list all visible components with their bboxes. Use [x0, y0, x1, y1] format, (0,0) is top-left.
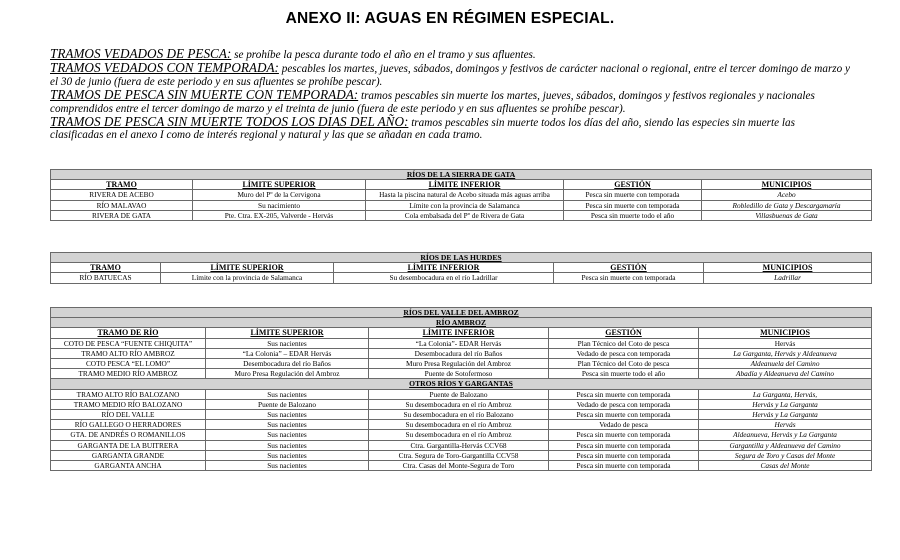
cell-limite-superior: Sus nacientes [206, 461, 369, 471]
table-row [51, 273, 872, 283]
table-row [51, 359, 872, 369]
table-row [51, 461, 872, 471]
cell-tramo: GARGANTA GRANDE [51, 450, 206, 460]
cell-limite-superior: Sus nacientes [206, 338, 369, 348]
cell-limite-inferior: Desembocadura del río Baños [369, 348, 549, 358]
column-header: TRAMO [51, 180, 193, 190]
cell-tramo: TRAMO ALTO RÍO AMBROZ [51, 348, 206, 358]
column-header: TRAMO [51, 263, 161, 273]
column-header: MUNICIPIOS [702, 180, 872, 190]
cell-gestion: Plan Técnico del Coto de pesca [549, 338, 699, 348]
subsection-heading: RÍO AMBROZ [51, 318, 872, 328]
cell-limite-inferior: “La Colonia”- EDAR Hervás [369, 338, 549, 348]
cell-gestion: Pesca sin muerte todo el año [564, 210, 702, 220]
cell-limite-inferior: Hasta la piscina natural de Acebo situada más aguas arriba [366, 190, 564, 200]
cell-tramo: TRAMO ALTO RÍO BALOZANO [51, 389, 206, 399]
definition-term: TRAMOS VEDADOS DE PESCA: [50, 46, 232, 61]
cell-gestion: Plan Técnico del Coto de pesca [549, 359, 699, 369]
cell-limite-inferior: Su desembocadura en el río Ladrillar [334, 273, 554, 283]
page-title: ANEXO II: AGUAS EN RÉGIMEN ESPECIAL. [285, 10, 615, 27]
table-row [51, 389, 872, 399]
table-row [51, 190, 872, 200]
cell-limite-superior: Puente de Balozano [206, 399, 369, 409]
section-heading: RÍOS DE LAS HURDES [51, 253, 872, 263]
column-header: MUNICIPIOS [699, 328, 872, 338]
cell-tramo: COTO DE PESCA “FUENTE CHIQUITA” [51, 338, 206, 348]
cell-limite-superior: Su nacimiento [193, 200, 366, 210]
cell-municipios: Segura de Toro y Casas del Monte [699, 450, 872, 460]
cell-limite-superior: Sus nacientes [206, 430, 369, 440]
cell-tramo: RIVERA DE GATA [51, 210, 193, 220]
table-row [51, 440, 872, 450]
table-row [51, 200, 872, 210]
cell-tramo: GTA. DE ANDRÉS O ROMANILLOS [51, 430, 206, 440]
cell-gestion: Pesca sin muerte con temporada [564, 200, 702, 210]
cell-limite-inferior: Su desembocadura en el río Ambroz [369, 420, 549, 430]
cell-limite-superior: Sus nacientes [206, 450, 369, 460]
cell-limite-inferior: Ctra. Casas del Monte-Segura de Toro [369, 461, 549, 471]
cell-gestion: Pesca sin muerte con temporada [549, 389, 699, 399]
cell-tramo: TRAMO MEDIO RÍO BALOZANO [51, 399, 206, 409]
definition-item [50, 86, 850, 116]
cell-limite-superior: Pte. Ctra. EX-205, Valverde - Hervás [193, 210, 366, 220]
cell-municipios: Ladrillar [704, 273, 872, 283]
column-header: LÍMITE INFERIOR [366, 180, 564, 190]
cell-limite-superior: Muro Presa Regulación del Ambroz [206, 369, 369, 379]
cell-limite-inferior: Su desembocadura en el río Ambroz [369, 430, 549, 440]
table-row [51, 450, 872, 460]
cell-gestion: Vedado de pesca con temporada [549, 348, 699, 358]
column-header: GESTIÓN [554, 263, 704, 273]
cell-limite-superior: Sus nacientes [206, 410, 369, 420]
cell-limite-inferior: Puente de Sotofermoso [369, 369, 549, 379]
column-header: GESTIÓN [549, 328, 699, 338]
definition-item [50, 59, 851, 89]
cell-municipios: Villasbuenas de Gata [702, 210, 872, 220]
cell-municipios: Aldeanueva, Hervás y La Garganta [699, 430, 872, 440]
cell-tramo: TRAMO MEDIO RÍO AMBROZ [51, 369, 206, 379]
table-row [51, 348, 872, 358]
table-sierra-gata [50, 169, 872, 221]
cell-tramo: RÍO MALAVAO [51, 200, 193, 210]
cell-municipios: Acebo [702, 190, 872, 200]
cell-limite-superior: Sus nacientes [206, 389, 369, 399]
column-header: LÍMITE INFERIOR [369, 328, 549, 338]
cell-tramo: COTO PESCA “EL LOMO” [51, 359, 206, 369]
table-valle-ambroz [50, 307, 872, 471]
column-header: TRAMO DE RÍO [51, 328, 206, 338]
cell-municipios: Hervás [699, 338, 872, 348]
cell-limite-inferior: Su desembocadura en el río Balozano [369, 410, 549, 420]
cell-municipios: Hervás [699, 420, 872, 430]
cell-municipios: Casas del Monte [699, 461, 872, 471]
column-header: MUNICIPIOS [704, 263, 872, 273]
cell-gestion: Vedado de pesca con temporada [549, 399, 699, 409]
definitions [50, 48, 850, 142]
cell-tramo: RÍO GALLEGO O HERRADORES [51, 420, 206, 430]
cell-municipios: Gargantilla y Aldeanueva del Camino [699, 440, 872, 450]
cell-municipios: La Garganta, Hervás, [699, 389, 872, 399]
cell-limite-inferior: Muro Presa Regulación del Ambroz [369, 359, 549, 369]
section-heading: RÍOS DE LA SIERRA DE GATA [51, 170, 872, 180]
definition-term: TRAMOS VEDADOS CON TEMPORADA: [50, 59, 279, 75]
table-row [51, 369, 872, 379]
cell-limite-inferior: Cola embalsada del Pº de Rivera de Gata [366, 210, 564, 220]
cell-tramo: GARGANTA DE LA BUITRERA [51, 440, 206, 450]
cell-limite-inferior: Puente de Balozano [369, 389, 549, 399]
cell-municipios: Abadía y Aldeanueva del Camino [699, 369, 872, 379]
cell-gestion: Pesca sin muerte con temporada [564, 190, 702, 200]
cell-limite-inferior: Su desembocadura en el río Ambroz [369, 399, 549, 409]
cell-limite-inferior: Límite con la provincia de Salamanca [366, 200, 564, 210]
cell-municipios: Aldeanuela del Camino [699, 359, 872, 369]
cell-limite-inferior: Ctra. Segura de Toro-Gargantilla CCV58 [369, 450, 549, 460]
cell-gestion: Pesca sin muerte con temporada [549, 430, 699, 440]
table-row [51, 210, 872, 220]
table-row [51, 338, 872, 348]
cell-limite-superior: Muro del Pº de la Cervigona [193, 190, 366, 200]
table-row [51, 410, 872, 420]
table-hurdes [50, 252, 872, 284]
cell-municipios: Hervás y La Garganta [699, 410, 872, 420]
cell-municipios: La Garganta, Hervás y Aldeanueva [699, 348, 872, 358]
cell-tramo: GARGANTA ANCHA [51, 461, 206, 471]
cell-gestion: Pesca sin muerte con temporada [549, 410, 699, 420]
cell-gestion: Pesca sin muerte todo el año [549, 369, 699, 379]
cell-tramo: RÍO DEL VALLE [51, 410, 206, 420]
definition-text: tramos pescables sin muerte todos los días del año, siendo las especies sin muerte las clasificadas en el anexo I como de interés regional y natural y las que se añadan en cada tramo. [50, 116, 795, 142]
definition-text: tramos pescables sin muerte los martes, jueves, sábados, domingos y festivos regionales y nacionales comprendidos entre el tercer domingo de marzo y el treinta de junio (fuera de este periodo y en sus afluentes se prohíbe pescar). [50, 89, 815, 115]
cell-municipios: Hervás y La Garganta [699, 399, 872, 409]
cell-limite-superior: Límite con la provincia de Salamanca [161, 273, 334, 283]
definition-text: se prohíbe la pesca durante todo el año en el tramo y sus afluentes. [231, 49, 536, 61]
column-header: LÍMITE SUPERIOR [193, 180, 366, 190]
cell-tramo: RIVERA DE ACEBO [51, 190, 193, 200]
cell-gestion: Vedado de pesca [549, 420, 699, 430]
cell-gestion: Pesca sin muerte con temporada [549, 440, 699, 450]
column-header: LÍMITE INFERIOR [334, 263, 554, 273]
table-row [51, 430, 872, 440]
cell-limite-superior: Desembocadura del río Baños [206, 359, 369, 369]
cell-gestion: Pesca sin muerte con temporada [554, 273, 704, 283]
cell-gestion: Pesca sin muerte con temporada [549, 450, 699, 460]
cell-limite-superior: “La Colonia” – EDAR Hervás [206, 348, 369, 358]
column-header: LÍMITE SUPERIOR [161, 263, 334, 273]
definition-text: pescables los martes, jueves, sábados, domingos y festivos de carácter nacional o regional, entre el tercer domingo de marzo y el 30 de junio (fuera de este periodo y en sus afluentes se prohíbe pescar). [50, 62, 851, 88]
definition-term: TRAMOS DE PESCA SIN MUERTE CON TEMPORADA: [50, 86, 359, 102]
cell-gestion: Pesca sin muerte con temporada [549, 461, 699, 471]
cell-limite-inferior: Ctra. Gargantilla-Hervás CCV68 [369, 440, 549, 450]
section-heading: RÍOS DEL VALLE DEL AMBROZ [51, 308, 872, 318]
definition-term: TRAMOS DE PESCA SIN MUERTE TODOS LOS DIAS DEL AÑO: [50, 113, 409, 129]
cell-municipios: Robledillo de Gata y Descargamaría [702, 200, 872, 210]
subsection-heading: OTROS RÍOS Y GARGANTAS [51, 379, 872, 389]
table-row [51, 420, 872, 430]
cell-limite-superior: Sus nacientes [206, 440, 369, 450]
definition-item [50, 113, 850, 143]
cell-limite-superior: Sus nacientes [206, 420, 369, 430]
cell-tramo: RÍO BATUECAS [51, 273, 161, 283]
column-header: GESTIÓN [564, 180, 702, 190]
table-row [51, 399, 872, 409]
column-header: LÍMITE SUPERIOR [206, 328, 369, 338]
